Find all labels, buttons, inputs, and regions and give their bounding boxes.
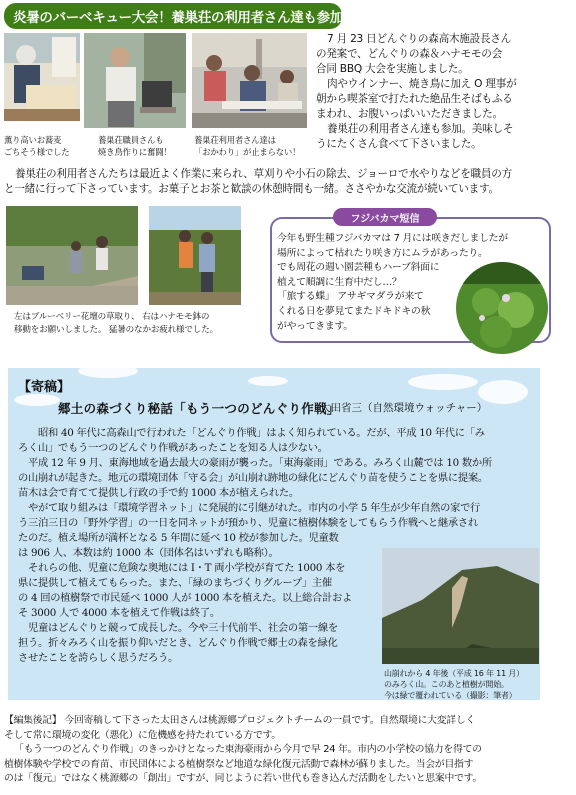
caption-line: 「おかわり」が止まらない！ [194,147,301,157]
caption-line: 薫り高いお蕎麦 [4,135,62,145]
caption-line: 山崩れから 4 年後（平成 16 年 11 月） [384,669,524,678]
text-line: は 906 人、本数は約 1000 本（団体名はいずれも略称）。 [18,547,279,559]
cloud-decoration [14,394,60,406]
text-line: そ 3000 人で 4000 本を植えて作戦は終了。 [18,607,220,619]
text-line: 肉やウインナー、焼き鳥に加え O 理事が [327,78,517,90]
text-line: 場所によって枯れたり咲き方にムラがあったり。 [277,247,488,259]
text-line: のは「復元」ではなく桃源郷の「創出」ですが、同じように若い世代も巻き込んだ活動をしたいと思案中です。 [4,773,482,784]
text-line: う三泊三日の「野外学習」の一日を同ネットが預かり、児童に植樹体験をしてもらう作戦へと継承され [18,517,478,529]
text-line: 7 月 23 日どんぐりの森高木施設長さん [327,33,511,45]
text-line: 朝から喫茶室で打たれた絶品生そばもふる [316,93,513,105]
header-title: 炎暑のバーベキュー大会！養巣荘の利用者さん達も参加 [13,10,343,26]
editor-note [4,714,482,787]
text-line: やがて取り組みは「環境学習ネット」に発展的に引継がれた。市内の小学 5 年生が少年自然の家で行 [28,502,481,514]
bbq-article [316,32,516,152]
text-line: 児童はどんぐりと競って成長した。今や三十代前半、社会の第一線を [28,622,338,634]
caption-line: 養巣荘利用者さん達は [194,135,276,145]
text-line: 【編集後記】 今回寄稿して下さった太田さんは桃源郷プロジェクトチームの一員です。自然環境に大変詳しく [4,715,476,726]
caption-line: 左はブルーベリー花壇の草取り、 右はハナモモ鉢の [14,312,210,322]
photo-yakitori [84,33,186,128]
cloud-decoration [408,374,478,390]
contribution-author: 太田省三（自然環境ウォッチャー） [320,402,488,414]
text-line: そして常に環境の変化（悪化）に危機感を持たれている方です。 [4,729,281,741]
caption-line: のみろく山。このあと植樹が開始。 [384,680,509,689]
photo-soba-making [4,33,80,121]
caption-line: 今は緑で覆われている（撮影：筆者） [384,691,517,700]
text-line: 平成 12 年 9 月、東海地域を過去最大の豪雨が襲った。「東海豪雨」である。みろく山麓では 10 数か所 [28,457,492,469]
text-line: まわれ、お腹いっぱいいただきました。 [316,108,503,120]
text-line: させたことを誇らしく思うだろう。 [18,652,178,664]
fujibakama-title: フジバカマ短信 [333,208,437,226]
photo-mirokuyama [382,548,539,664]
caption-line: 焼き鳥作りに奮闘！ [98,147,172,157]
text-line: 「もう一つのどんぐり作戦」のきっかけとなった東海豪雨から今月で早 24 年。市内の小学校の協力を得ての [14,744,482,755]
text-line: でも周花の週い園芸種もハーブ斜面に [277,262,440,274]
caption-residents [194,134,300,158]
photo-moving-pots [149,206,241,305]
contribution-label: 【寄稿】 [18,380,71,395]
photo-residents-eating [192,33,307,128]
text-line: の発案で、どんぐりの森＆ハナモモの会 [316,48,502,60]
text-line: たのだ。植え場所が満杯となる 5 年間に延べ 10 校が参加した。児童数 [18,532,339,544]
caption-line: 養巣荘職員さんも [98,135,164,145]
text-line: ろく山」でもう一つのどんぐり作戦があったことを知る人は少ない。 [18,442,328,454]
text-line: それらの他、児童に危険な奥地には I・T 両小学校が育てた 1000 本を [28,562,346,574]
photo-fujibakama [456,262,548,354]
text-line: 県に提供して植えてもらった。また、「緑のまちづくりグループ」主催 [18,577,332,589]
caption-line: 移動をお願いしました。 猛暑のなかお疲れ様でした。 [14,325,218,335]
text-line: 担う。折々みろく山を振り仰いだとき、どんぐり作戦で郷土の森を緑化 [18,637,338,649]
text-line: 養巣荘の利用者さん達も参加。美味しそ [327,123,514,135]
header-banner [4,3,342,29]
caption-line: ごちそう様でした [4,147,70,157]
caption-soba [4,134,69,158]
text-line: 合同 BBQ 大会を実施しました。 [316,63,469,75]
text-line: 植えて順調に生育中だし…？ [277,276,402,288]
text-line: と一緒に行って下さっています。お菓子とお茶と歓談の休憩時間も一緒。ささやかな交流が続いています。 [4,183,499,195]
text-line: 植樹体験や学校での育苗、市民団体による植樹祭など地道な緑化復元活動で森林が蘇りました。当会が目指す [4,758,474,770]
yosou-article [4,167,512,197]
text-line: がやってきます。 [277,320,353,332]
photo-weeding [6,206,138,305]
text-line: 「旅する蝶」 アサギマダラが来て [277,291,424,303]
text-line: 昭和 40 年代に高森山で行われた「どんぐり作戦」はよく知られている。だが、平成 10 年代に「み [38,427,485,439]
cloud-decoration [248,376,288,386]
text-line: の山崩れが起きた。地元の環境団体「守る会」が山崩れ跡地の緑化にどんぐり苗を使うことを県に提案。 [18,472,488,484]
cloud-decoration [78,364,138,378]
text-line: の 4 回の植樹祭で市民延べ 1000 人が 1000 本を植えた。以上総合計およ [18,592,353,604]
text-line: うにたくさん食べて下さいました。 [316,138,482,150]
text-line: くれる日を夢見てまたドキドキの秋 [277,305,431,317]
contribution-title: 郷土の森づくり秘話「もう一つのどんぐり作戦」 [58,401,340,416]
caption-mirokuyama [384,668,524,701]
text-line: 養巣荘の利用者さんたちは最近よく作業に来られ、草刈りや小石の除去、ジョーロで水やりなどを職員の方 [15,168,512,180]
text-line: 今年も野生種フジバカマは 7 月には咲きだしましたが [277,233,508,244]
caption-work [14,311,218,337]
caption-yakitori [98,134,172,158]
text-line: 苗木は会で育てて提供し行政の手で約 1000 本が植えられた。 [18,487,299,499]
